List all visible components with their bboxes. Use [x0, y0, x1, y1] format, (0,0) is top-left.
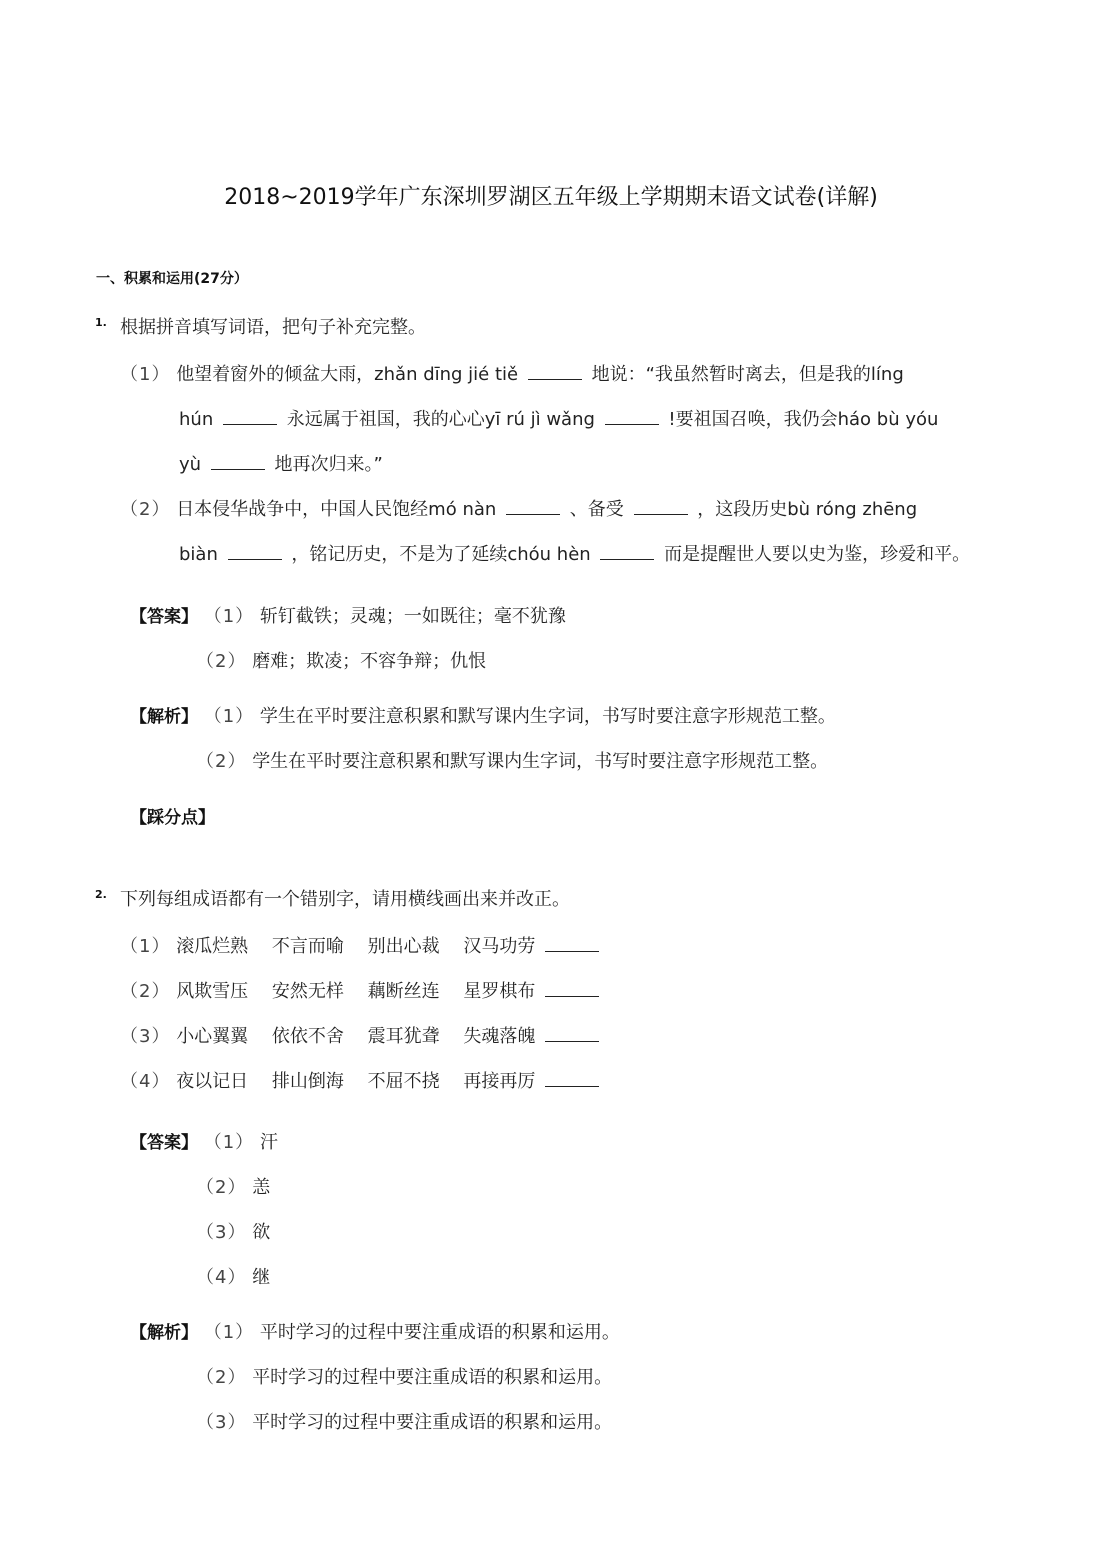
sub-label: （2） — [196, 1367, 247, 1388]
sub-label: （4） — [120, 1071, 171, 1092]
sub-label: （4） — [196, 1267, 247, 1288]
sub-label: （2） — [120, 499, 171, 520]
answer-text: 欲 — [252, 1222, 271, 1243]
sub-label: （2） — [120, 981, 171, 1002]
pinyin-text: yù — [179, 454, 202, 475]
idiom: 依依不舍 — [271, 1026, 344, 1047]
analysis-text: 学生在平时要注意积累和默写课内生字词，书写时要注意字形规范工整。 — [252, 751, 829, 772]
fill-blank — [634, 496, 688, 515]
analysis-row — [196, 1366, 612, 1390]
answer-text: 斩钉截铁；灵魂；一如既往；毫不犹豫 — [259, 606, 566, 627]
sentence-line — [179, 406, 938, 432]
sentence-text: 地再次归来。” — [274, 454, 383, 475]
analysis-row — [130, 1321, 620, 1345]
idiom: 排山倒海 — [271, 1071, 344, 1092]
sentence-text: ，这段历史bù róng zhēng — [697, 499, 918, 520]
idiom: 失魂落魄 — [463, 1026, 536, 1047]
sentence-text: 而是提醒世人要以史为鉴，珍爱和平。 — [664, 544, 971, 565]
page-title: 2018~2019学年广东深圳罗湖区五年级上学期期末语文试卷(详解) — [224, 185, 878, 210]
answer-text: 恙 — [252, 1177, 271, 1198]
analysis-text: 平时学习的过程中要注重成语的积累和运用。 — [252, 1367, 613, 1388]
idiom-row — [120, 978, 603, 1004]
idiom: 藕断丝连 — [367, 981, 440, 1002]
fill-blank — [545, 978, 599, 997]
idiom: 震耳犹聋 — [367, 1026, 440, 1047]
fill-blank — [528, 361, 582, 380]
idiom: 夜以记日 — [176, 1071, 249, 1092]
pinyin-text: biàn — [179, 544, 218, 565]
analysis-text: 平时学习的过程中要注重成语的积累和运用。 — [259, 1322, 620, 1343]
sub-label: （3） — [196, 1412, 247, 1433]
sub-label: （1） — [203, 1132, 255, 1153]
sentence-line — [179, 541, 970, 567]
answer-row — [130, 605, 566, 629]
idiom-row — [120, 1023, 603, 1049]
fill-blank — [211, 451, 265, 470]
idiom: 汉马功劳 — [463, 936, 536, 957]
answer-text: 继 — [252, 1267, 271, 1288]
analysis-text: 平时学习的过程中要注重成语的积累和运用。 — [252, 1412, 613, 1433]
sub-question-2 — [120, 496, 917, 522]
answer-text: 磨难；欺凌；不容争辩；仇恨 — [252, 651, 487, 672]
sub-label: （1） — [120, 936, 171, 957]
question-stem: 根据拼音填写词语，把句子补充完整。 — [120, 317, 426, 338]
sub-label: （1） — [203, 606, 255, 627]
analysis-row — [196, 1411, 612, 1435]
sentence-text: ，铭记历史，不是为了延续chóu hèn — [291, 544, 591, 565]
sub-question-1 — [120, 361, 904, 387]
sub-label: （1） — [203, 706, 255, 727]
idiom: 风欺雪压 — [176, 981, 249, 1002]
analysis-row — [130, 705, 836, 729]
scoring-points — [130, 806, 215, 830]
idiom: 不言而喻 — [271, 936, 344, 957]
analysis-row — [196, 750, 828, 774]
answer-tag: 【答案】 — [130, 607, 198, 627]
sub-label: （1） — [120, 364, 171, 385]
sentence-text: 日本侵华战争中，中国人民饱经mó nàn — [176, 499, 497, 520]
answer-row — [196, 1266, 270, 1290]
analysis-tag: 【解析】 — [130, 707, 198, 727]
fill-blank — [545, 933, 599, 952]
idiom: 不屈不挠 — [367, 1071, 440, 1092]
pinyin-text: hún — [179, 409, 214, 430]
answer-row — [196, 650, 486, 674]
idiom: 再接再厉 — [463, 1071, 536, 1092]
answer-row — [196, 1221, 270, 1245]
analysis-tag: 【解析】 — [130, 1323, 198, 1343]
answer-row — [196, 1176, 270, 1200]
fill-blank — [545, 1023, 599, 1042]
sentence-text: 、备受 — [569, 499, 624, 520]
sentence-text: !要祖国召唤，我仍会háo bù yóu — [668, 409, 939, 430]
idiom: 小心翼翼 — [176, 1026, 249, 1047]
question-number: 2. — [95, 888, 107, 901]
sentence-text: 他望着窗外的倾盆大雨，zhǎn dīng jié tiě — [176, 364, 519, 385]
fill-blank — [506, 496, 560, 515]
sentence-line — [179, 451, 383, 477]
answer-row — [130, 1131, 278, 1155]
scoring-tag: 【踩分点】 — [130, 808, 215, 828]
sub-label: （3） — [196, 1222, 247, 1243]
answer-tag: 【答案】 — [130, 1133, 198, 1153]
sub-label: （2） — [196, 651, 247, 672]
fill-blank — [228, 541, 282, 560]
idiom: 别出心裁 — [367, 936, 440, 957]
sub-label: （3） — [120, 1026, 171, 1047]
sentence-text: 永远属于祖国，我的心心yī rú jì wǎng — [286, 409, 595, 430]
answer-text: 汗 — [259, 1132, 278, 1153]
idiom: 滚瓜烂熟 — [176, 936, 249, 957]
sentence-text: 地说：“我虽然暂时离去，但是我的líng — [591, 364, 904, 385]
sub-label: （1） — [203, 1322, 255, 1343]
idiom: 安然无样 — [271, 981, 344, 1002]
fill-blank — [223, 406, 277, 425]
fill-blank — [605, 406, 659, 425]
idiom: 星罗棋布 — [463, 981, 536, 1002]
section-heading: 一、积累和运用(27分） — [96, 271, 248, 287]
fill-blank — [600, 541, 654, 560]
question-stem: 下列每组成语都有一个错别字，请用横线画出来并改正。 — [120, 889, 570, 910]
sub-label: （2） — [196, 751, 247, 772]
fill-blank — [545, 1068, 599, 1087]
question-number: 1. — [95, 316, 107, 329]
idiom-row — [120, 933, 603, 959]
analysis-text: 学生在平时要注意积累和默写课内生字词，书写时要注意字形规范工整。 — [259, 706, 836, 727]
sub-label: （2） — [196, 1177, 247, 1198]
idiom-row — [120, 1068, 603, 1094]
